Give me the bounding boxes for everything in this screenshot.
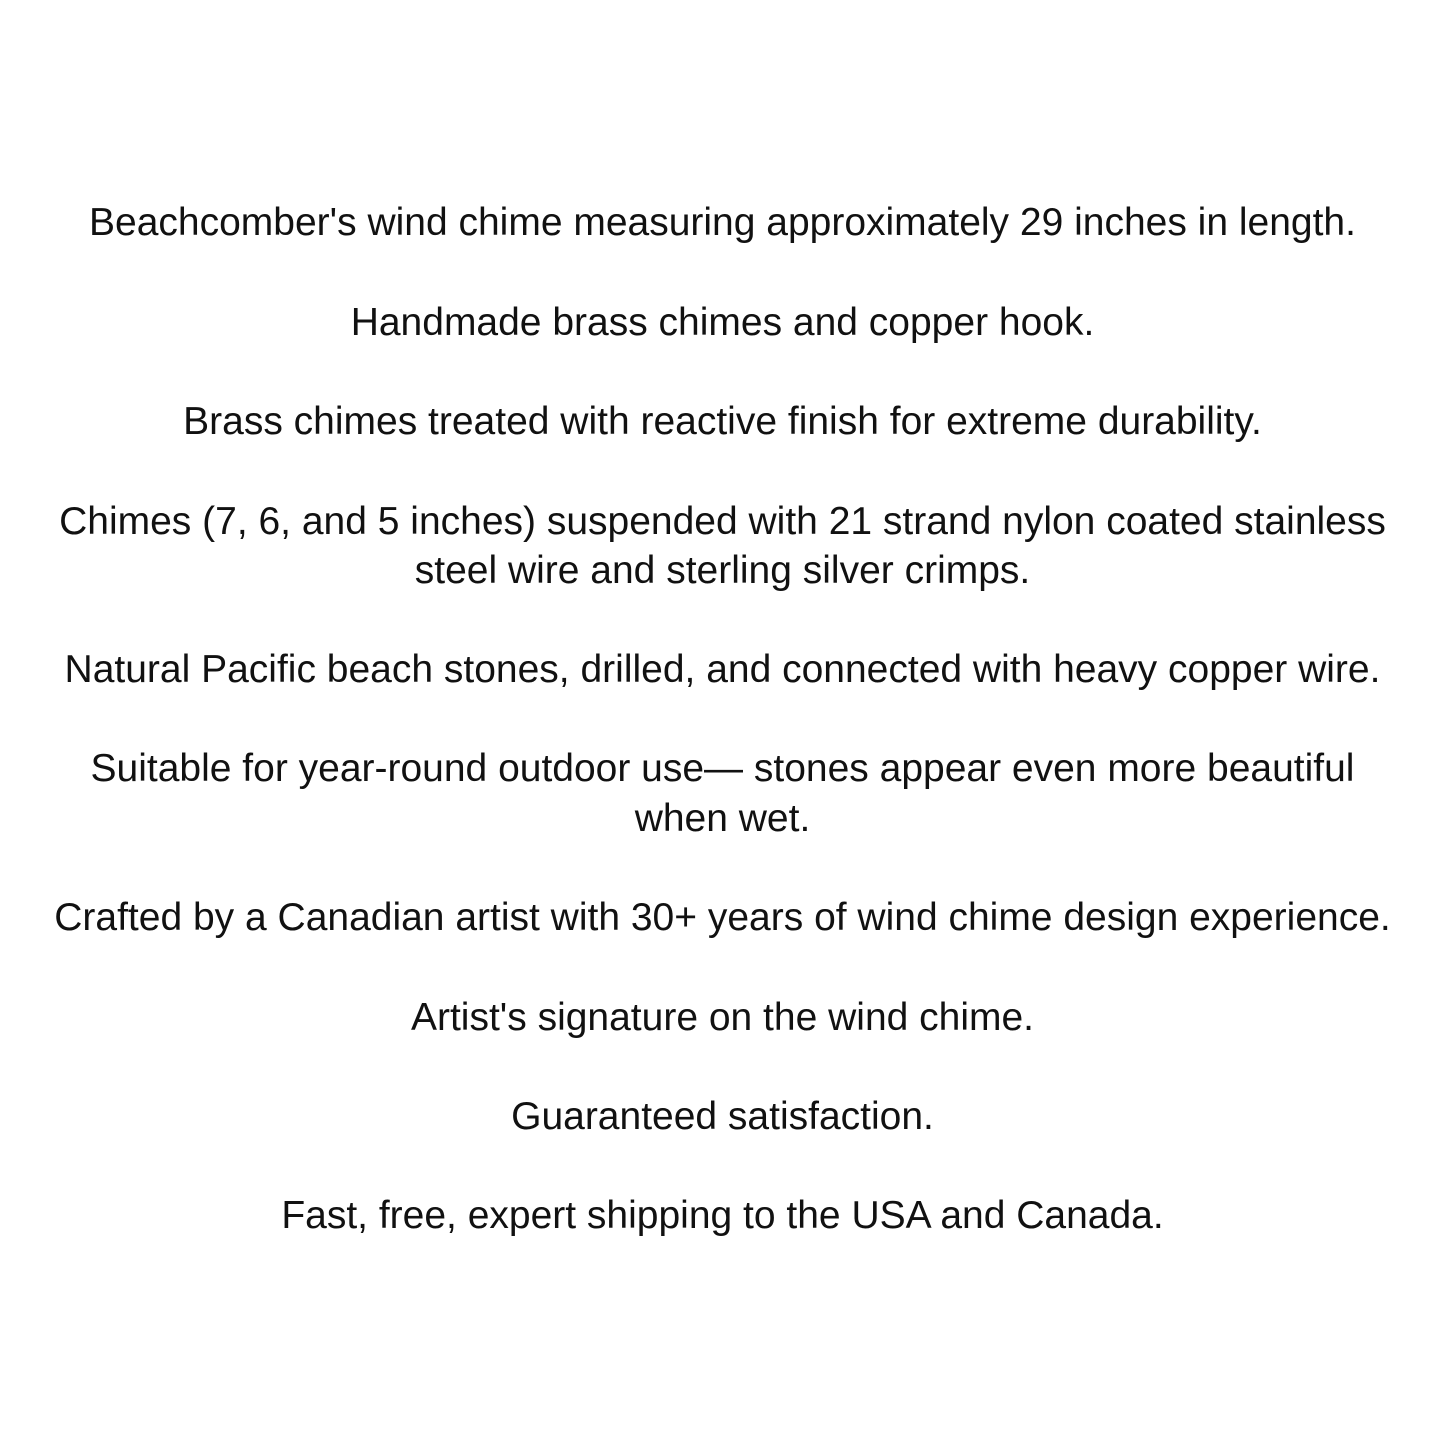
description-line-outdoor-cont: when wet. (634, 797, 811, 840)
description-line-artist: Crafted by a Canadian artist with 30+ years of wind chime design experience. (54, 896, 1391, 939)
description-line-stones: Natural Pacific beach stones, drilled, and connected with heavy copper wire. (64, 648, 1381, 691)
description-line-chimes-cont: steel wire and sterling silver crimps. (414, 549, 1031, 592)
description-line-materials: Handmade brass chimes and copper hook. (350, 301, 1095, 344)
description-line-finish: Brass chimes treated with reactive finish for extreme durability. (183, 400, 1262, 443)
description-line-length: Beachcomber's wind chime measuring approximately 29 inches in length. (89, 201, 1356, 244)
description-line-signature: Artist's signature on the wind chime. (410, 996, 1035, 1039)
description-line-outdoor: Suitable for year-round outdoor use— stones appear even more beautiful (90, 747, 1355, 790)
description-line-chimes: Chimes (7, 6, and 5 inches) suspended with 21 strand nylon coated stainless (59, 500, 1386, 543)
description-line-guarantee: Guaranteed satisfaction. (511, 1095, 934, 1138)
description-line-shipping: Fast, free, expert shipping to the USA and Canada. (281, 1194, 1164, 1237)
